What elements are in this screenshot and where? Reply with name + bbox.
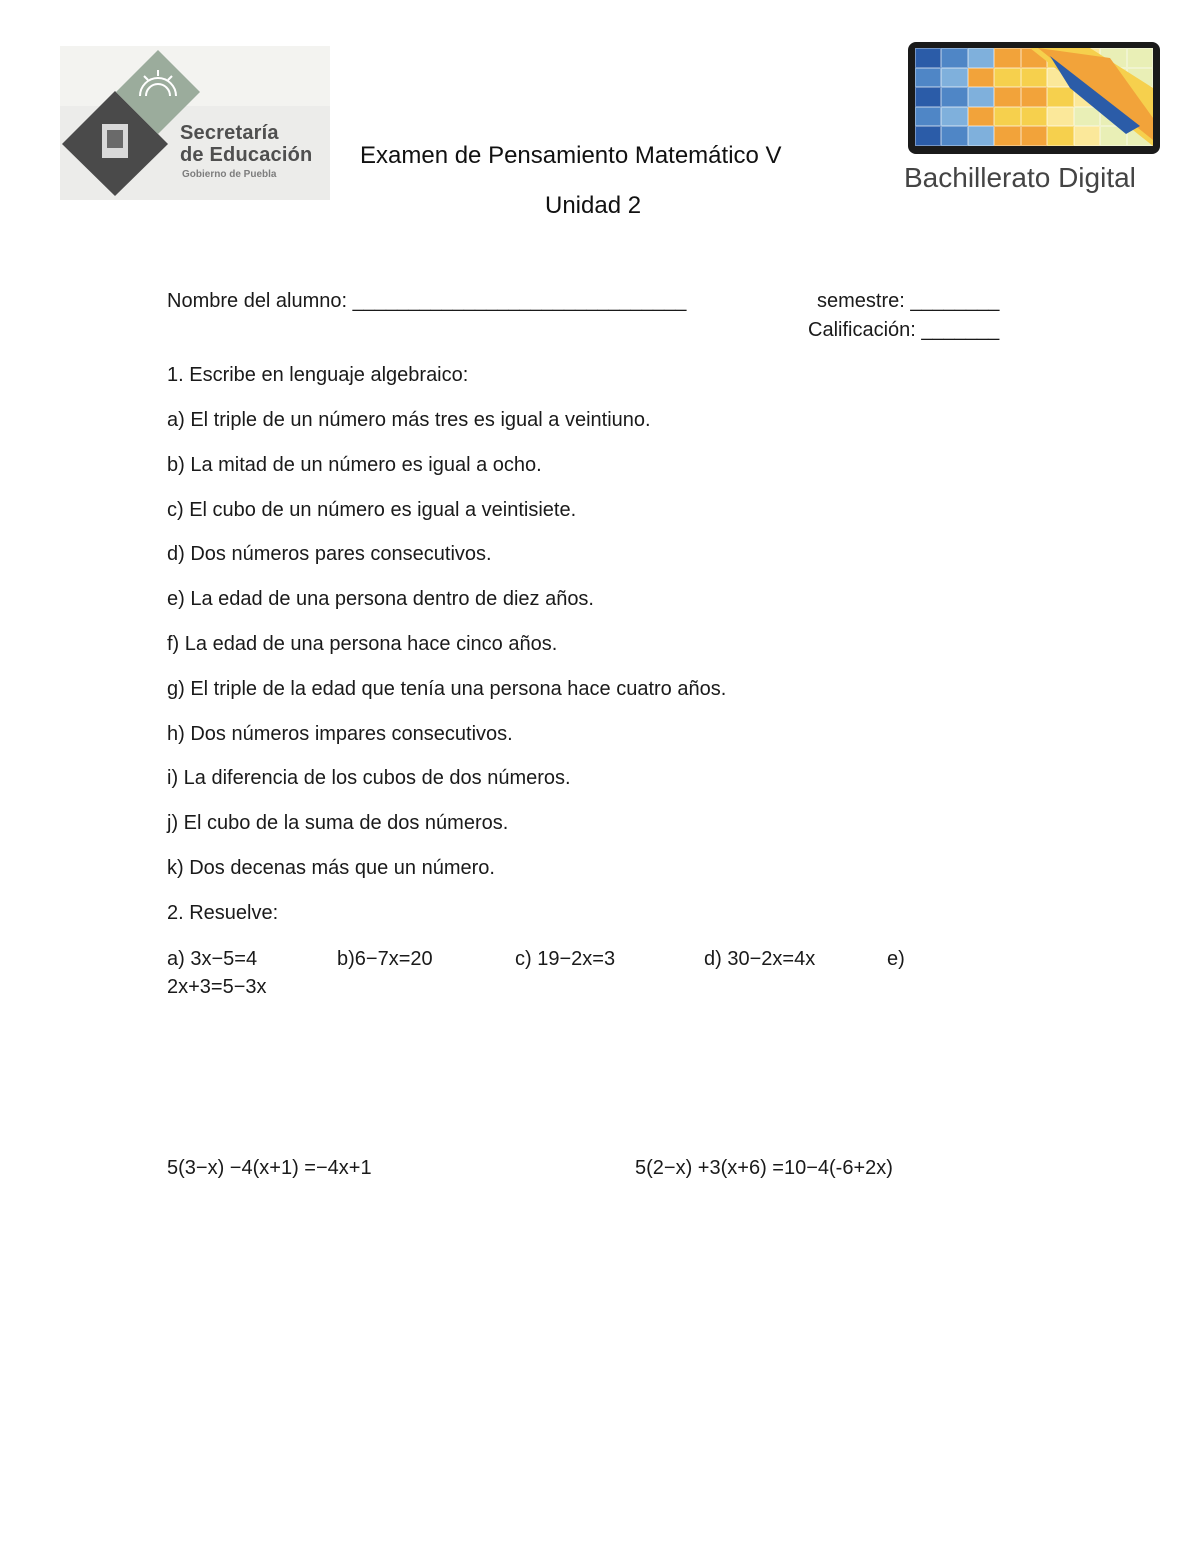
list-item: a) El triple de un número más tres es igual a veintiuno. xyxy=(167,409,651,431)
section2-heading: 2. Resuelve: xyxy=(167,902,279,924)
screen-tile xyxy=(915,68,941,88)
list-item: c) El cubo de un número es igual a veintisiete. xyxy=(167,499,577,521)
list-item: i) La diferencia de los cubos de dos números. xyxy=(167,767,571,789)
section1-heading: 1. Escribe en lenguaje algebraico: xyxy=(167,364,469,386)
grade-field[interactable]: Calificación: _______ xyxy=(808,319,1000,341)
list-item: j) El cubo de la suma de dos números. xyxy=(167,812,509,834)
page-title: Examen de Pensamiento Matemático V xyxy=(360,142,782,169)
page-curl-icon xyxy=(1030,48,1153,146)
equation-e-label: e) xyxy=(887,948,905,970)
equation-d: d) 30−2x=4x xyxy=(704,948,816,970)
logo-left-line1: Secretaría xyxy=(180,122,279,144)
screen-tile xyxy=(968,87,994,107)
list-item: b) La mitad de un número es igual a ocho. xyxy=(167,454,542,476)
screen-tile xyxy=(994,87,1020,107)
screen-tile xyxy=(941,48,967,68)
logo-left-line3: Gobierno de Puebla xyxy=(182,169,277,180)
student-name-field[interactable]: Nombre del alumno: ______________________________ xyxy=(167,290,687,312)
screen-tile xyxy=(968,68,994,88)
screen-tile xyxy=(915,48,941,68)
semester-field[interactable]: semestre: ________ xyxy=(817,290,1000,312)
screen-tile xyxy=(994,126,1020,146)
screen-tile xyxy=(968,126,994,146)
secretaria-educacion-logo xyxy=(60,46,330,200)
screen-tile xyxy=(994,48,1020,68)
screen-tile xyxy=(941,107,967,127)
screen-tile xyxy=(941,68,967,88)
list-item: e) La edad de una persona dentro de diez años. xyxy=(167,588,594,610)
list-item: g) El triple de la edad que tenía una persona hace cuatro años. xyxy=(167,678,727,700)
logo-left-line2: de Educación xyxy=(180,144,313,166)
logo-right-brand: Bachillerato Digital xyxy=(904,162,1136,193)
screen-tile xyxy=(968,107,994,127)
equation-a: a) 3x−5=4 xyxy=(167,948,258,970)
screen-tile xyxy=(915,107,941,127)
list-item: k) Dos decenas más que un número. xyxy=(167,857,495,879)
screen-tile xyxy=(915,126,941,146)
bachillerato-digital-logo xyxy=(900,38,1164,198)
equation-b: b)6−7x=20 xyxy=(337,948,433,970)
screen-tile xyxy=(968,48,994,68)
list-item: d) Dos números pares consecutivos. xyxy=(167,543,492,565)
equation-c: c) 19−2x=3 xyxy=(515,948,616,970)
page-subtitle: Unidad 2 xyxy=(545,192,642,219)
screen-tile xyxy=(941,126,967,146)
screen-tile xyxy=(994,68,1020,88)
screen-tile xyxy=(915,87,941,107)
equation-e: 2x+3=5−3x xyxy=(167,976,267,998)
list-item: f) La edad de una persona hace cinco años. xyxy=(167,633,558,655)
screen-tile xyxy=(994,107,1020,127)
equation-extra-2: 5(2−x) +3(x+6) =10−4(-6+2x) xyxy=(635,1157,893,1179)
list-item: h) Dos números impares consecutivos. xyxy=(167,723,513,745)
screen-tile xyxy=(941,87,967,107)
equation-extra-1: 5(3−x) −4(x+1) =−4x+1 xyxy=(167,1157,372,1179)
